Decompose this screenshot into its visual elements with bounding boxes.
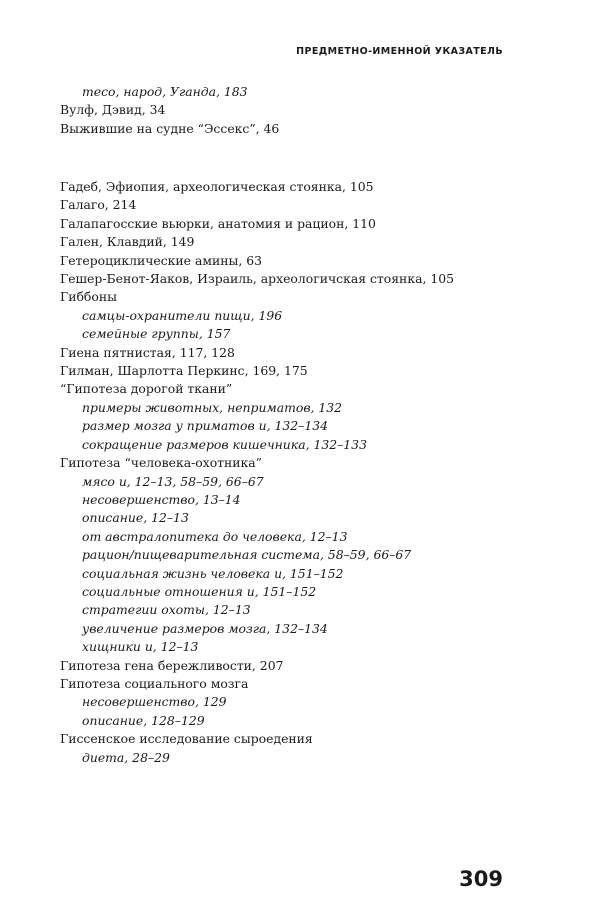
index-subentry: размер мозга у приматов и, 132–134 [82,418,329,434]
index-block-letter-g [60,178,510,767]
index-subentry: несовершенство, 129 [82,694,227,710]
index-entry: Гилман, Шарлотта Перкинс, 169, 175 [60,363,308,379]
page-number: 309 [459,867,503,891]
index-entry: Гален, Клавдий, 149 [60,234,195,250]
index-entry: Гипотеза “человека-охотника” [60,455,263,471]
index-entry: Галаго, 214 [60,197,137,213]
index-block-continued [60,83,510,138]
running-header: ПРЕДМЕТНО-ИМЕННОЙ УКАЗАТЕЛЬ [296,46,503,57]
index-subentry: увеличение размеров мозга, 132–134 [82,620,328,636]
index-entry: Гиссенское исследование сыроедения [60,731,313,747]
index-entry: Гиббоны [60,289,117,305]
index-subentry: описание, 128–129 [82,712,205,728]
index-entry: Гадеб, Эфиопия, археологическая стоянка, 105 [60,179,374,194]
index-subentry: хищники и, 12–13 [82,639,199,655]
index-entry: Вулф, Дэвид, 34 [60,102,166,118]
index-subentry: от австралопитека до человека, 12–13 [82,528,348,544]
index-subentry: социальная жизнь человека и, 151–152 [82,565,344,581]
index-subentry: описание, 12–13 [82,510,189,526]
index-subentry: примеры животных, неприматов, 132 [82,399,343,415]
index-subentry: стратегии охоты, 12–13 [82,602,251,618]
index-subentry: мясо и, 12–13, 58–59, 66–67 [82,473,264,489]
index-entry: Галапагосские вьюрки, анатомия и рацион, 110 [60,215,376,231]
index-entry: “Гипотеза дорогой ткани” [60,381,233,397]
index-subentry: социальные отношения и, 151–152 [82,583,317,599]
index-subentry: самцы-охранители пищи, 196 [82,307,283,323]
index-entry: Выжившие на судне “Эссекс”, 46 [60,120,280,136]
index-entry: Гиена пятнистая, 117, 128 [60,344,235,360]
index-subentry: семейные группы, 157 [82,326,231,342]
index-subentry: тесо, народ, Уганда, 183 [82,84,248,99]
index-entry: Гетероциклические амины, 63 [60,252,263,268]
index-entry: Гипотеза социального мозга [60,675,249,691]
index-subentry: несовершенство, 13–14 [82,491,241,507]
index-subentry: диета, 28–29 [82,749,170,765]
index-subentry: рацион/пищеварительная система, 58–59, 66–67 [82,547,412,563]
index-entry: Гипотеза гена бережливости, 207 [60,657,284,673]
index-entry: Гешер-Бенот-Яаков, Израиль, археологичская стоянка, 105 [60,271,454,287]
index-subentry: сокращение размеров кишечника, 132–133 [82,436,367,452]
